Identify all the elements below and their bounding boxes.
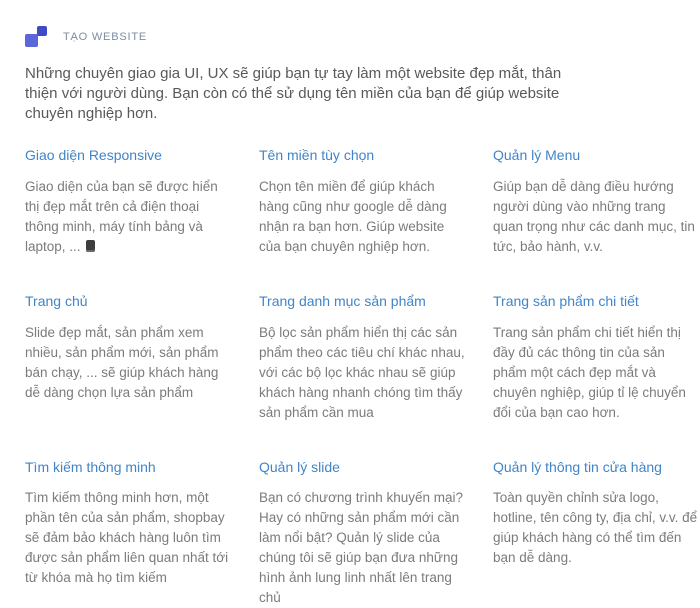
feature-description: Tìm kiếm thông minh hơn, một phần tên của sản phẩm, shopbay sẽ đảm bảo khách hàng luôn tìm được sản phẩm liên quan nhất tới từ khóa mà họ tìm kiếm — [25, 490, 229, 586]
feature-description-text: Giao diện của bạn sẽ được hiển thị đẹp mắt trên cả điện thoại thông minh, máy tính bảng và laptop, ... — [25, 178, 218, 254]
feature-card-slide-manager — [259, 459, 465, 608]
feature-description — [25, 177, 231, 257]
square-front — [25, 34, 38, 47]
feature-title-link[interactable]: Quản lý thông tin cửa hàng — [493, 458, 662, 475]
feature-card-product-detail — [493, 293, 699, 423]
feature-description: Trang sản phẩm chi tiết hiển thị đầy đủ các thông tin của sản phẩm một cách đẹp mắt và chuyên nghiệp, giúp tỉ lệ chuyển đổi của bạn cao hơn. — [493, 324, 686, 420]
feature-title-link[interactable]: Trang sản phẩm chi tiết — [493, 292, 639, 309]
features-grid — [25, 147, 698, 608]
feature-card-domain — [259, 147, 465, 257]
feature-description: Toàn quyền chỉnh sửa logo, hotline, tên công ty, địa chỉ, v.v. để giúp khách hàng có thể tìm đến bạn dễ dàng. — [493, 490, 698, 566]
feature-description: Chọn tên miền để giúp khách hàng cũng như google dễ dàng nhận ra bạn hơn. Giúp website của bạn chuyên nghiệp hơn. — [259, 178, 447, 254]
feature-title-link[interactable]: Tên miền tùy chọn — [259, 147, 375, 163]
feature-title-link[interactable]: Giao diện Responsive — [25, 147, 162, 163]
feature-card-responsive — [25, 147, 231, 257]
feature-card-category-page — [259, 293, 465, 423]
section-header — [25, 26, 676, 48]
feature-title-link[interactable]: Tìm kiếm thông minh — [25, 458, 156, 475]
feature-card-menu — [493, 147, 699, 257]
feature-description: Bộ lọc sản phẩm hiển thị các sản phẩm theo các tiêu chí khác nhau, với các bộ lọc khác nhau sẽ giúp khách hàng nhanh chóng tìm thấy sản phẩm cần mua — [259, 324, 465, 420]
feature-title-link[interactable]: Trang chủ — [25, 292, 88, 309]
overlapping-squares-icon — [25, 26, 48, 48]
intro-paragraph: Những chuyên giao gia UI, UX sẽ giúp bạn tự tay làm một website đẹp mắt, thân thiện với người dùng. Bạn còn có thể sử dụng tên miền của bạn để giúp website chuyên nghiệp hơn. — [25, 65, 562, 122]
square-back — [37, 26, 47, 36]
feature-title-link[interactable]: Trang danh mục sản phẩm — [259, 292, 426, 309]
feature-card-smart-search — [25, 459, 231, 608]
smartphone-icon — [86, 240, 95, 252]
feature-description: Bạn có chương trình khuyến mại? Hay có những sản phẩm mới cần làm nổi bật? Quản lý slide của chúng tôi sẽ giúp bạn đưa những hình ảnh lung linh nhất lên trang chủ — [259, 490, 464, 606]
feature-card-homepage — [25, 293, 231, 423]
feature-title-link[interactable]: Quản lý Menu — [493, 147, 581, 163]
feature-card-store-info — [493, 459, 699, 608]
feature-description: Slide đẹp mắt, sản phẩm xem nhiều, sản phẩm mới, sản phẩm bán chạy, ... sẽ giúp khách hàng dễ dàng chọn lựa sản phẩm — [25, 324, 219, 400]
feature-title-link[interactable]: Quản lý slide — [259, 458, 340, 475]
feature-description: Giúp bạn dễ dàng điều hướng người dùng vào những trang quan trọng như các danh mục, tin tức, bảo hành, v.v. — [493, 178, 695, 254]
section-label: TẠO WEBSITE — [63, 31, 147, 43]
